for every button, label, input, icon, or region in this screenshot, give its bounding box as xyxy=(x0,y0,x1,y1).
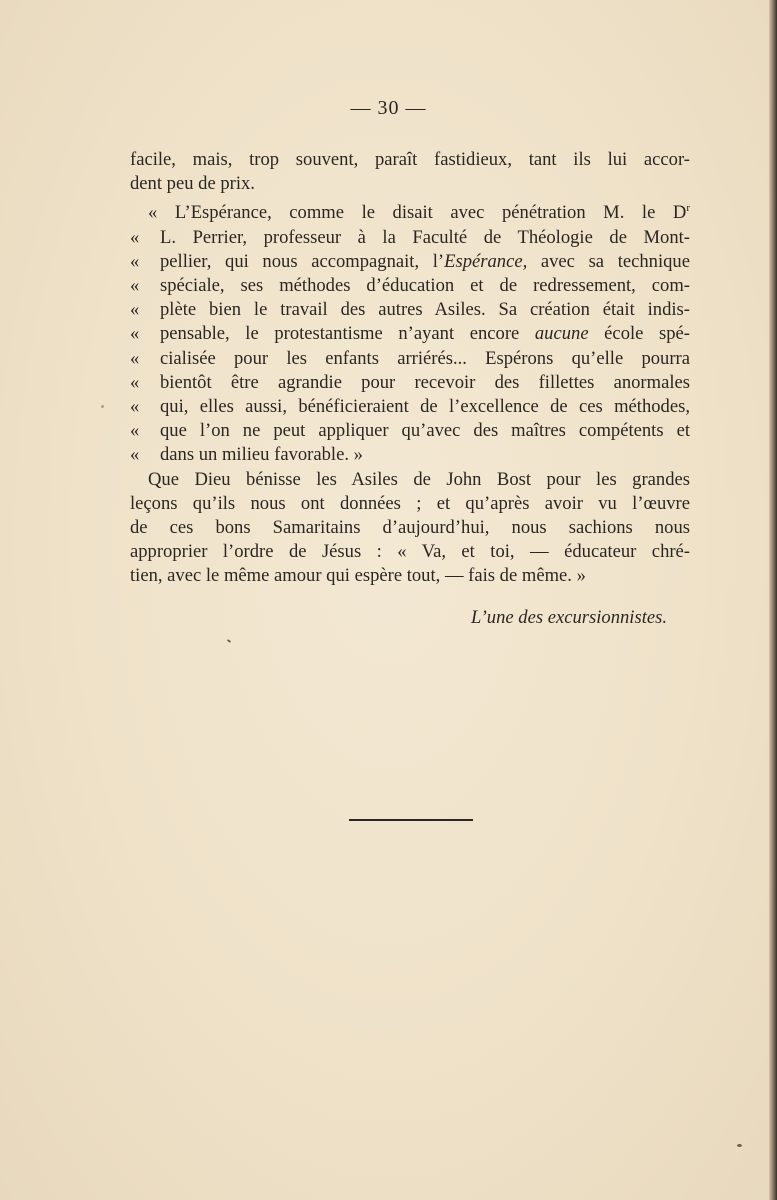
quote-line: « spéciale, ses méthodes d’éducation et de redressement, com- xyxy=(130,275,690,297)
signature: L’une des excursionnistes. xyxy=(470,607,667,628)
quote-line: « L’Espérance, comme le disait avec pénétration M. le $D^r$ xyxy=(148,202,690,224)
paper-speck xyxy=(227,639,231,643)
quote-line: « bientôt être agrandie pour recevoir des fillettes anormales xyxy=(130,371,690,393)
closing-rule xyxy=(349,819,473,821)
text-line: dent peu de prix. xyxy=(130,173,255,195)
quote-line: « cialisée pour les enfants arriérés... Espérons qu’elle pourra xyxy=(130,347,690,369)
quote-line: « qui, elles aussi, bénéficieraient de l’excellence de ces méthodes, xyxy=(130,396,690,418)
text-line: Que Dieu bénisse les Asiles de John Bost pour les grandes xyxy=(148,468,690,490)
body-text xyxy=(130,148,690,589)
text-line: de ces bons Samaritains d’aujourd’hui, nous sachions nous xyxy=(130,517,690,539)
quote-line: « L. Perrier, professeur à la Faculté de Théologie de Mont- xyxy=(130,226,690,248)
text-line: approprier l’ordre de Jésus : « Va, et toi, — éducateur chré- xyxy=(130,541,690,563)
page-edge-shadow xyxy=(769,0,777,1200)
paper-speck xyxy=(737,1144,742,1147)
quote-line: « plète bien le travail des autres Asiles. Sa création était indis- xyxy=(130,299,690,321)
quote-line: « pensable, le protestantisme n’ayant encore aucune école spé- xyxy=(130,323,690,345)
page-number: — 30 — xyxy=(350,97,427,119)
paper-speck xyxy=(101,405,104,408)
quote-line: « dans un milieu favorable. » xyxy=(130,444,363,466)
text-line: leçons qu’ils nous ont données ; et qu’après avoir vu l’œuvre xyxy=(130,492,690,514)
text-line: tien, avec le même amour qui espère tout, — fais de même. » xyxy=(130,565,586,587)
text-line: facile, mais, trop souvent, paraît fastidieux, tant ils lui accor- xyxy=(130,149,690,170)
quote-line: « que l’on ne peut appliquer qu’avec des maîtres compétents et xyxy=(130,420,690,442)
quote-line: « pellier, qui nous accompagnait, l’Espérance, avec sa technique xyxy=(130,250,690,272)
